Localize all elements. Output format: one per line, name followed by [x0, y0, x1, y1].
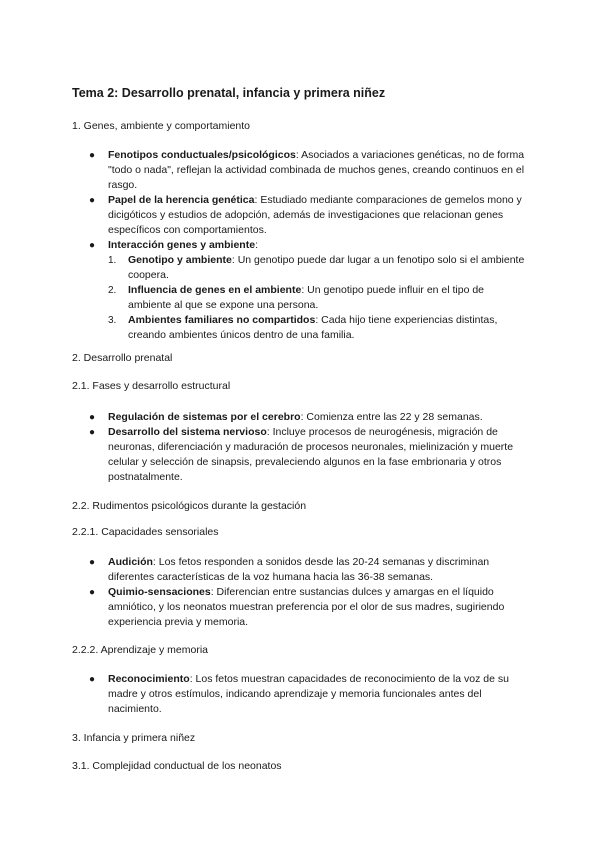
sublist-item	[108, 253, 528, 283]
numbered-sublist	[108, 253, 528, 343]
item-term: Influencia de genes en el ambiente	[128, 284, 302, 296]
item-term: Quimio-sensaciones	[108, 586, 211, 598]
item-text: : Los fetos muestran capacidades de reconocimiento de la voz de su madre y otros estímulos, indicando aprendizaje y memoria funcionales antes del nacimiento.	[108, 673, 509, 715]
item-term: Regulación de sistemas por el cerebro	[108, 411, 301, 423]
item-term: Papel de la herencia genética	[108, 194, 255, 206]
subsection-heading-2-2-1: 2.2.1. Capacidades sensoriales	[72, 526, 219, 538]
item-term: Fenotipos conductuales/psicológicos	[108, 149, 296, 161]
list-item	[72, 585, 528, 630]
list-item	[72, 238, 528, 343]
item-text: : Comienza entre las 22 y 28 semanas.	[300, 411, 483, 423]
item-term: Genotipo y ambiente	[128, 254, 232, 266]
sublist-item	[108, 313, 528, 343]
item-term: Ambientes familiares no compartidos	[128, 314, 316, 326]
document-title: Tema 2: Desarrollo prenatal, infancia y primera niñez	[72, 86, 386, 100]
bullet-icon: ●	[89, 195, 96, 206]
item-text: :	[255, 239, 258, 251]
section-heading-1: 1. Genes, ambiente y comportamiento	[72, 120, 251, 132]
bullet-icon: ●	[89, 674, 96, 685]
item-number: 3.	[108, 315, 117, 326]
list-item	[72, 193, 528, 238]
item-number: 2.	[108, 285, 117, 296]
item-term: Audición	[108, 556, 153, 568]
section-2-2-2-bullet-list	[72, 672, 528, 717]
item-number: 1.	[108, 255, 117, 266]
item-text: : Asociados a variaciones genéticas, no de forma "todo o nada", reflejan la actividad combinada de muchos genes, creando continuos en el rasgo.	[108, 149, 525, 191]
list-item	[72, 410, 528, 425]
subsection-heading-2-2: 2.2. Rudimentos psicológicos durante la gestación	[72, 500, 307, 512]
bullet-icon: ●	[89, 557, 96, 568]
section-heading-2: 2. Desarrollo prenatal	[72, 352, 173, 364]
section-heading-3: 3. Infancia y primera niñez	[72, 732, 196, 744]
section-2-1-bullet-list	[72, 410, 528, 485]
subsection-heading-2-2-2: 2.2.2. Aprendizaje y memoria	[72, 644, 208, 656]
section-2-2-1-bullet-list	[72, 555, 528, 630]
list-item	[72, 148, 528, 193]
bullet-icon: ●	[89, 150, 96, 161]
item-text: : Un genotipo puede dar lugar a un fenotipo solo si el ambiente coopera.	[128, 254, 525, 281]
item-text: : Incluye procesos de neurogénesis, migración de neuronas, diferenciación y maduración de procesos neuronales, mielinización y muerte celular y selección de sinapsis, prevaleciendo algunos en la fase embrionaria y otros postnatalmente.	[108, 426, 514, 483]
list-item	[72, 425, 528, 485]
item-term: Reconocimiento	[108, 673, 190, 685]
sublist-item	[108, 283, 528, 313]
item-text: : Los fetos responden a sonidos desde las 20-24 semanas y discriminan diferentes características de la voz humana hacia las 36-38 semanas.	[108, 556, 490, 583]
list-item	[72, 555, 528, 585]
bullet-icon: ●	[89, 412, 96, 423]
item-text: : Diferencian entre sustancias dulces y amargas en el líquido amniótico, y los neonatos muestran preferencia por el olor de sus madres, sugiriendo experiencia previa y memoria.	[108, 586, 505, 628]
bullet-icon: ●	[89, 587, 96, 598]
item-term: Interacción genes y ambiente	[108, 239, 256, 251]
list-item	[72, 672, 528, 717]
item-text: : Estudiado mediante comparaciones de gemelos mono y dicigóticos y estudios de adopción, además de investigaciones que relacionan genes específicos con comportamientos.	[108, 194, 522, 236]
item-text: : Cada hijo tiene experiencias distintas, creando ambientes únicos dentro de una familia.	[128, 314, 498, 341]
bullet-icon: ●	[89, 427, 96, 438]
subsection-heading-2-1: 2.1. Fases y desarrollo estructural	[72, 380, 231, 392]
bullet-icon: ●	[89, 240, 96, 251]
item-text: : Un genotipo puede influir en el tipo de ambiente al que se expone una persona.	[128, 284, 485, 311]
item-term: Desarrollo del sistema nervioso	[108, 426, 267, 438]
subsection-heading-3-1: 3.1. Complejidad conductual de los neonatos	[72, 760, 282, 772]
section-1-bullet-list	[72, 148, 528, 343]
